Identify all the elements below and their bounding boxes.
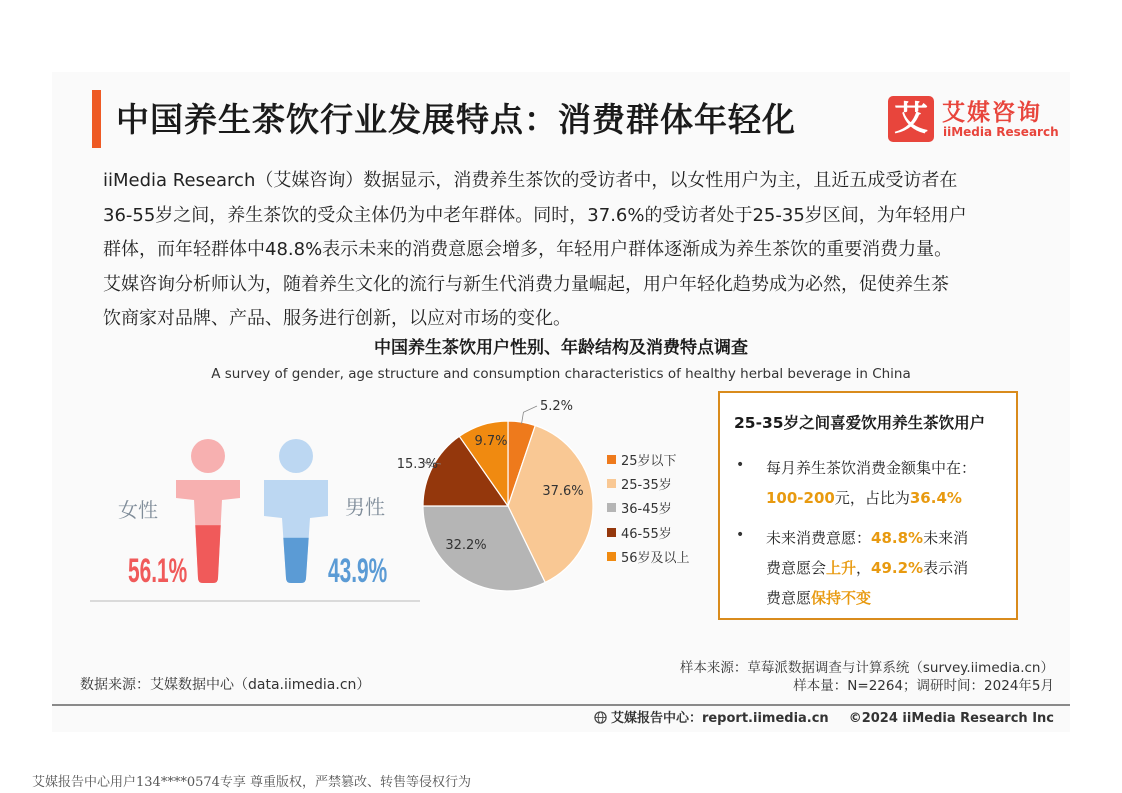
legend-swatch: [607, 503, 616, 512]
female-value-label: 56.1%: [128, 551, 188, 591]
copyright-text: ©2024 iiMedia Research Inc: [848, 711, 1054, 726]
copyright-watermark: 艾媒报告中心用户134****0574专享 尊重版权，严禁篡改、转售等侵权行为: [32, 775, 472, 790]
bullet-icon: •: [736, 527, 745, 543]
footer-divider: [52, 704, 1070, 706]
legend-item: [607, 471, 690, 495]
pie-value-label: 5.2%: [540, 399, 574, 414]
highlight-value: 48.8%: [871, 529, 924, 547]
logo-name-cn: 艾媒咨询: [942, 100, 1042, 126]
gender-chart: [90, 430, 430, 610]
highlight-value: 100-200: [766, 489, 835, 507]
legend-label: 25岁以下: [621, 453, 677, 469]
highlight-value: 保持不变: [811, 589, 872, 607]
female-label: 女性: [118, 498, 158, 522]
info-text: 表示消: [923, 559, 969, 577]
legend-label: 46-55岁: [621, 526, 672, 542]
brand-logo: [888, 96, 1058, 144]
pie-value-label: 37.6%: [542, 484, 584, 499]
legend-swatch: [607, 552, 616, 561]
pie-value-label: 15.3%: [396, 457, 438, 472]
highlight-value: 上升: [826, 559, 857, 577]
intro-paragraph: [103, 164, 1019, 337]
legend-item: [607, 545, 690, 569]
paragraph-line: iiMedia Research（艾媒咨询）数据显示，消费养生茶饮的受访者中，以女性用户为主，且近五成受访者在: [103, 170, 958, 191]
sample-size: 样本量：N=2264；调研时间：2024年5月: [793, 678, 1054, 694]
page-title: 中国养生茶饮行业发展特点：消费群体年轻化: [116, 100, 796, 139]
female-head-icon: [191, 439, 225, 473]
legend-swatch: [607, 479, 616, 488]
legend-swatch: [607, 528, 616, 537]
paragraph-line: 饮商家对品牌、产品、服务进行创新，以应对市场的变化。: [103, 308, 571, 329]
age-pie-chart: [390, 390, 605, 595]
paragraph-line: 36-55岁之间，养生茶饮的受众主体仍为中老年群体。同时，37.6%的受访者处于25-35岁区间，为年轻用户: [103, 204, 967, 226]
info-box: [718, 391, 1018, 620]
legend-label: 56岁及以上: [621, 551, 690, 567]
legend-swatch: [607, 455, 616, 464]
info-text: 未来消费意愿：: [766, 529, 872, 547]
male-value-label: 43.9%: [328, 551, 388, 591]
info-text: 每月养生茶饮消费金额集中在：: [766, 459, 977, 477]
info-box-title: 25-35岁之间喜爱饮用养生茶饮用户: [734, 414, 986, 432]
info-text: ，: [856, 559, 872, 577]
chart-subtitle: A survey of gender, age structure and consumption characteristics of healthy herbal beverage in China: [211, 366, 911, 382]
sample-source: 样本来源：草莓派数据调查与计算系统（survey.iimedia.cn）: [679, 660, 1054, 676]
sample-note: [560, 659, 1054, 695]
info-item-intention: [766, 523, 1006, 613]
logo-name-en: iiMedia Research: [943, 125, 1059, 139]
legend-item: [607, 447, 690, 471]
info-text: 元，占比为: [834, 489, 910, 507]
bullet-icon: •: [736, 457, 745, 473]
paragraph-line: 艾媒咨询分析师认为，随着养生文化的流行与新生代消费力量崛起，用户年轻化趋势成为必然，促使养生茶: [103, 273, 949, 295]
info-text: 未来消: [923, 529, 969, 547]
male-head-icon: [279, 439, 313, 473]
pie-value-label: 32.2%: [445, 538, 487, 553]
chart-title: 中国养生茶饮用户性别、年龄结构及消费特点调查: [374, 338, 748, 358]
highlight-value: 49.2%: [871, 559, 924, 577]
highlight-value: 36.4%: [909, 489, 962, 507]
info-text: 费意愿: [766, 589, 812, 607]
data-source-note: 数据来源：艾媒数据中心（data.iimedia.cn）: [80, 677, 371, 693]
legend-item: [607, 496, 690, 520]
pie-legend: [607, 447, 690, 569]
info-text: 费意愿会: [766, 559, 827, 577]
pie-value-label: 9.7%: [474, 434, 508, 449]
report-center-link[interactable]: 艾媒报告中心：report.iimedia.cn: [610, 711, 829, 726]
globe-icon: [594, 711, 607, 724]
paragraph-line: 群体，而年轻群体中48.8%表示未来的消费意愿会增多，年轻用户群体逐渐成为养生茶饮的重要消费力量。: [103, 239, 953, 260]
legend-label: 36-45岁: [621, 502, 672, 518]
pie-leader-line: [521, 406, 537, 424]
logo-mark-icon: 艾: [888, 96, 934, 142]
report-center-line: [560, 707, 1054, 726]
legend-label: 25-35岁: [621, 478, 672, 494]
title-accent-bar: [92, 90, 101, 148]
legend-item: [607, 520, 690, 544]
male-label: 男性: [345, 495, 385, 519]
info-item-spending: [766, 453, 1006, 513]
male-share-bar: [258, 538, 334, 587]
